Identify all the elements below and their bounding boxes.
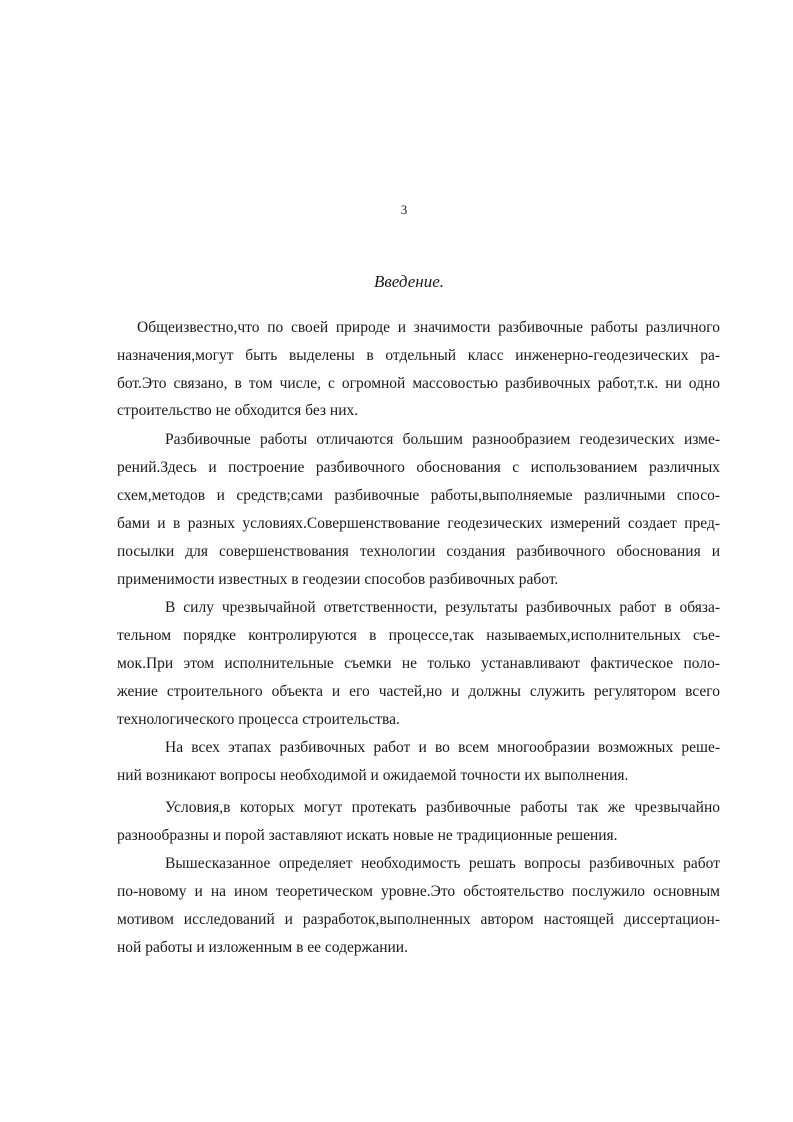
paragraph-line: схем,методов и средств;сами разбивочные работы,выполняемые различными спосо- bbox=[117, 487, 720, 504]
paragraph-line: мотивом исследований и разработок,выполненных автором настоящей диссертацион- bbox=[117, 911, 720, 928]
paragraph-line: посылки для совершенствования технологии создания разбивочного обоснования и bbox=[117, 543, 720, 560]
paragraph-line: На всех этапах разбивочных работ и во всем многообразии возможных реше- bbox=[165, 739, 720, 756]
paragraph-line: бами и в разных условиях.Совершенствование геодезических измерений создает пред- bbox=[117, 515, 720, 532]
paragraph-line: Условия,в которых могут протекать разбивочные работы так же чрезвычайно bbox=[165, 799, 720, 816]
paragraph-line: назначения,могут быть выделены в отдельный класс инженерно-геодезических ра- bbox=[117, 347, 720, 364]
paragraph-line: разнообразны и порой заставляют искать новые не традиционные решения. bbox=[117, 827, 618, 844]
paragraph-line: тельном порядке контролируются в процессе,так называемых,исполнительных съе- bbox=[117, 627, 720, 644]
paragraph-line: мок.При этом исполнительные съемки не только устанавливают фактическое поло- bbox=[117, 655, 720, 672]
paragraph-line: ной работы и изложенным в ее содержании. bbox=[117, 939, 408, 956]
paragraph-line: рений.Здесь и построение разбивочного обоснования с использованием различных bbox=[117, 459, 720, 476]
paragraph-line: В силу чрезвычайной ответственности, результаты разбивочных работ в обяза- bbox=[165, 599, 720, 616]
page-number: 3 bbox=[400, 202, 408, 217]
paragraph-line: применимости известных в геодезии способов разбивочных работ. bbox=[117, 571, 559, 588]
section-title: Введение. bbox=[374, 272, 444, 291]
paragraph-line: технологического процесса строительства. bbox=[117, 711, 400, 728]
paragraph-line: Вышесказанное определяет необходимость решать вопросы разбивочных работ bbox=[165, 855, 720, 872]
paragraph-line: Разбивочные работы отличаются большим разнообразием геодезических изме- bbox=[165, 431, 720, 448]
paragraph-line: жение строительного объекта и его частей,но и должны служить регулятором всего bbox=[117, 683, 720, 700]
paragraph-line: ний возникают вопросы необходимой и ожидаемой точности их выполнения. bbox=[117, 767, 629, 784]
paragraph-line: Общеизвестно,что по своей природе и значимости разбивочные работы различного bbox=[137, 319, 720, 336]
paragraph-line: строительство не обходится без них. bbox=[117, 402, 359, 419]
paragraph-line: по-новому и на ином теоретическом уровне.Это обстоятельство послужило основным bbox=[117, 883, 720, 900]
paragraph-line: бот.Это связано, в том числе, с огромной массовостью разбивочных работ,т.к. ни одно bbox=[117, 375, 720, 392]
